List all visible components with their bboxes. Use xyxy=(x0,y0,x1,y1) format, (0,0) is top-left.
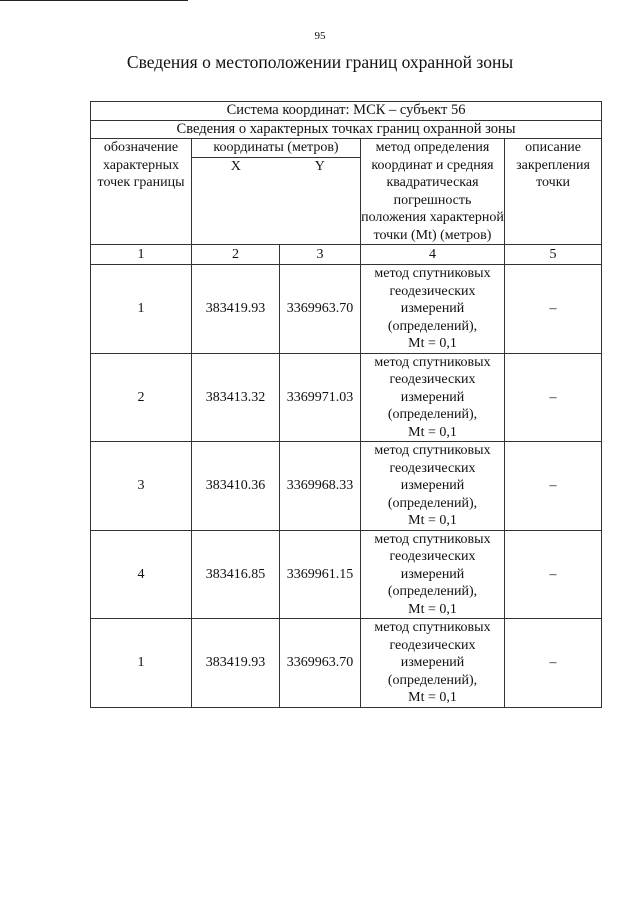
x-coordinate-cell: 383419.93 xyxy=(192,265,280,354)
header-row xyxy=(91,139,602,158)
page-title: Сведения о местоположении границ охранной зоны xyxy=(126,52,514,72)
table-row xyxy=(91,530,602,619)
method-line: (определений), xyxy=(387,407,478,422)
method-cell xyxy=(361,530,505,619)
method-line: метод спутниковых xyxy=(374,266,491,281)
point-number-cell: 1 xyxy=(91,619,192,708)
point-number-cell: 3 xyxy=(91,442,192,531)
method-line: геодезических xyxy=(389,637,476,653)
method-line: геодезических xyxy=(389,549,476,564)
method-line: измерений xyxy=(400,655,465,670)
column-number: 3 xyxy=(280,245,361,265)
description-cell: – xyxy=(505,442,602,531)
column-number: 1 xyxy=(91,245,192,265)
y-coordinate-cell: 3369961.15 xyxy=(280,530,361,619)
method-line: геодезических xyxy=(389,460,476,476)
method-cell xyxy=(361,265,505,354)
method-line: метод спутниковых xyxy=(374,620,491,635)
x-coordinate-cell: 383413.32 xyxy=(192,353,280,442)
point-number-cell: 2 xyxy=(91,353,192,442)
points-info-row xyxy=(91,120,602,139)
points-info-cell: Сведения о характерных точках границ охранной зоны xyxy=(91,120,602,139)
header-coordinates: координаты (метров) xyxy=(192,139,361,158)
method-line: (определений), xyxy=(387,318,478,334)
column-number: 4 xyxy=(361,245,505,265)
point-number-cell: 4 xyxy=(91,530,192,619)
method-cell xyxy=(361,619,505,708)
x-coordinate-cell: 383419.93 xyxy=(192,619,280,708)
top-rule xyxy=(0,0,188,1)
method-line: Mt = 0,1 xyxy=(408,424,457,440)
y-coordinate-cell: 3369968.33 xyxy=(280,442,361,531)
method-line: измерений xyxy=(400,389,465,405)
point-number-cell: 1 xyxy=(91,265,192,354)
description-cell: – xyxy=(505,619,602,708)
y-coordinate-cell: 3369971.03 xyxy=(280,353,361,442)
method-line: Mt = 0,1 xyxy=(408,336,457,351)
boundary-points-table xyxy=(90,101,602,708)
table-row xyxy=(91,265,602,354)
header-description: описание закрепления точки xyxy=(505,139,602,245)
method-cell xyxy=(361,353,505,442)
method-line: измерений xyxy=(400,301,465,316)
method-line: метод спутниковых xyxy=(374,443,491,458)
header-y: Y xyxy=(280,157,361,245)
table-row xyxy=(91,353,602,442)
y-coordinate-cell: 3369963.70 xyxy=(280,265,361,354)
method-line: (определений), xyxy=(387,672,478,688)
method-line: (определений), xyxy=(387,495,478,511)
x-coordinate-cell: 383410.36 xyxy=(192,442,280,531)
column-number: 2 xyxy=(192,245,280,265)
page-number: 95 xyxy=(314,30,326,42)
x-coordinate-cell: 383416.85 xyxy=(192,530,280,619)
method-line: Mt = 0,1 xyxy=(408,513,457,528)
method-line: Mt = 0,1 xyxy=(408,690,457,705)
column-number-row xyxy=(91,245,602,265)
method-cell xyxy=(361,442,505,531)
header-x: X xyxy=(192,157,280,245)
method-line: геодезических xyxy=(389,372,476,387)
method-line: измерений xyxy=(400,566,465,582)
method-line: геодезических xyxy=(389,283,476,299)
column-number: 5 xyxy=(505,245,602,265)
method-line: метод спутниковых xyxy=(374,531,491,547)
coordinate-system-row xyxy=(91,102,602,121)
y-coordinate-cell: 3369963.70 xyxy=(280,619,361,708)
table-row xyxy=(91,442,602,531)
method-line: метод спутниковых xyxy=(374,354,491,370)
table-row xyxy=(91,619,602,708)
header-designation: обозначение характерных точек границы xyxy=(91,139,192,245)
method-line: (определений), xyxy=(387,584,478,599)
header-method: метод определения координат и средняя квадратическая погрешность положения характерной точки (Mt) (метров) xyxy=(361,140,504,243)
description-cell: – xyxy=(505,353,602,442)
coordinate-system-cell: Система координат: МСК – субъект 56 xyxy=(91,102,602,121)
description-cell: – xyxy=(505,530,602,619)
description-cell: – xyxy=(505,265,602,354)
method-line: Mt = 0,1 xyxy=(408,601,457,617)
method-line: измерений xyxy=(400,478,465,493)
